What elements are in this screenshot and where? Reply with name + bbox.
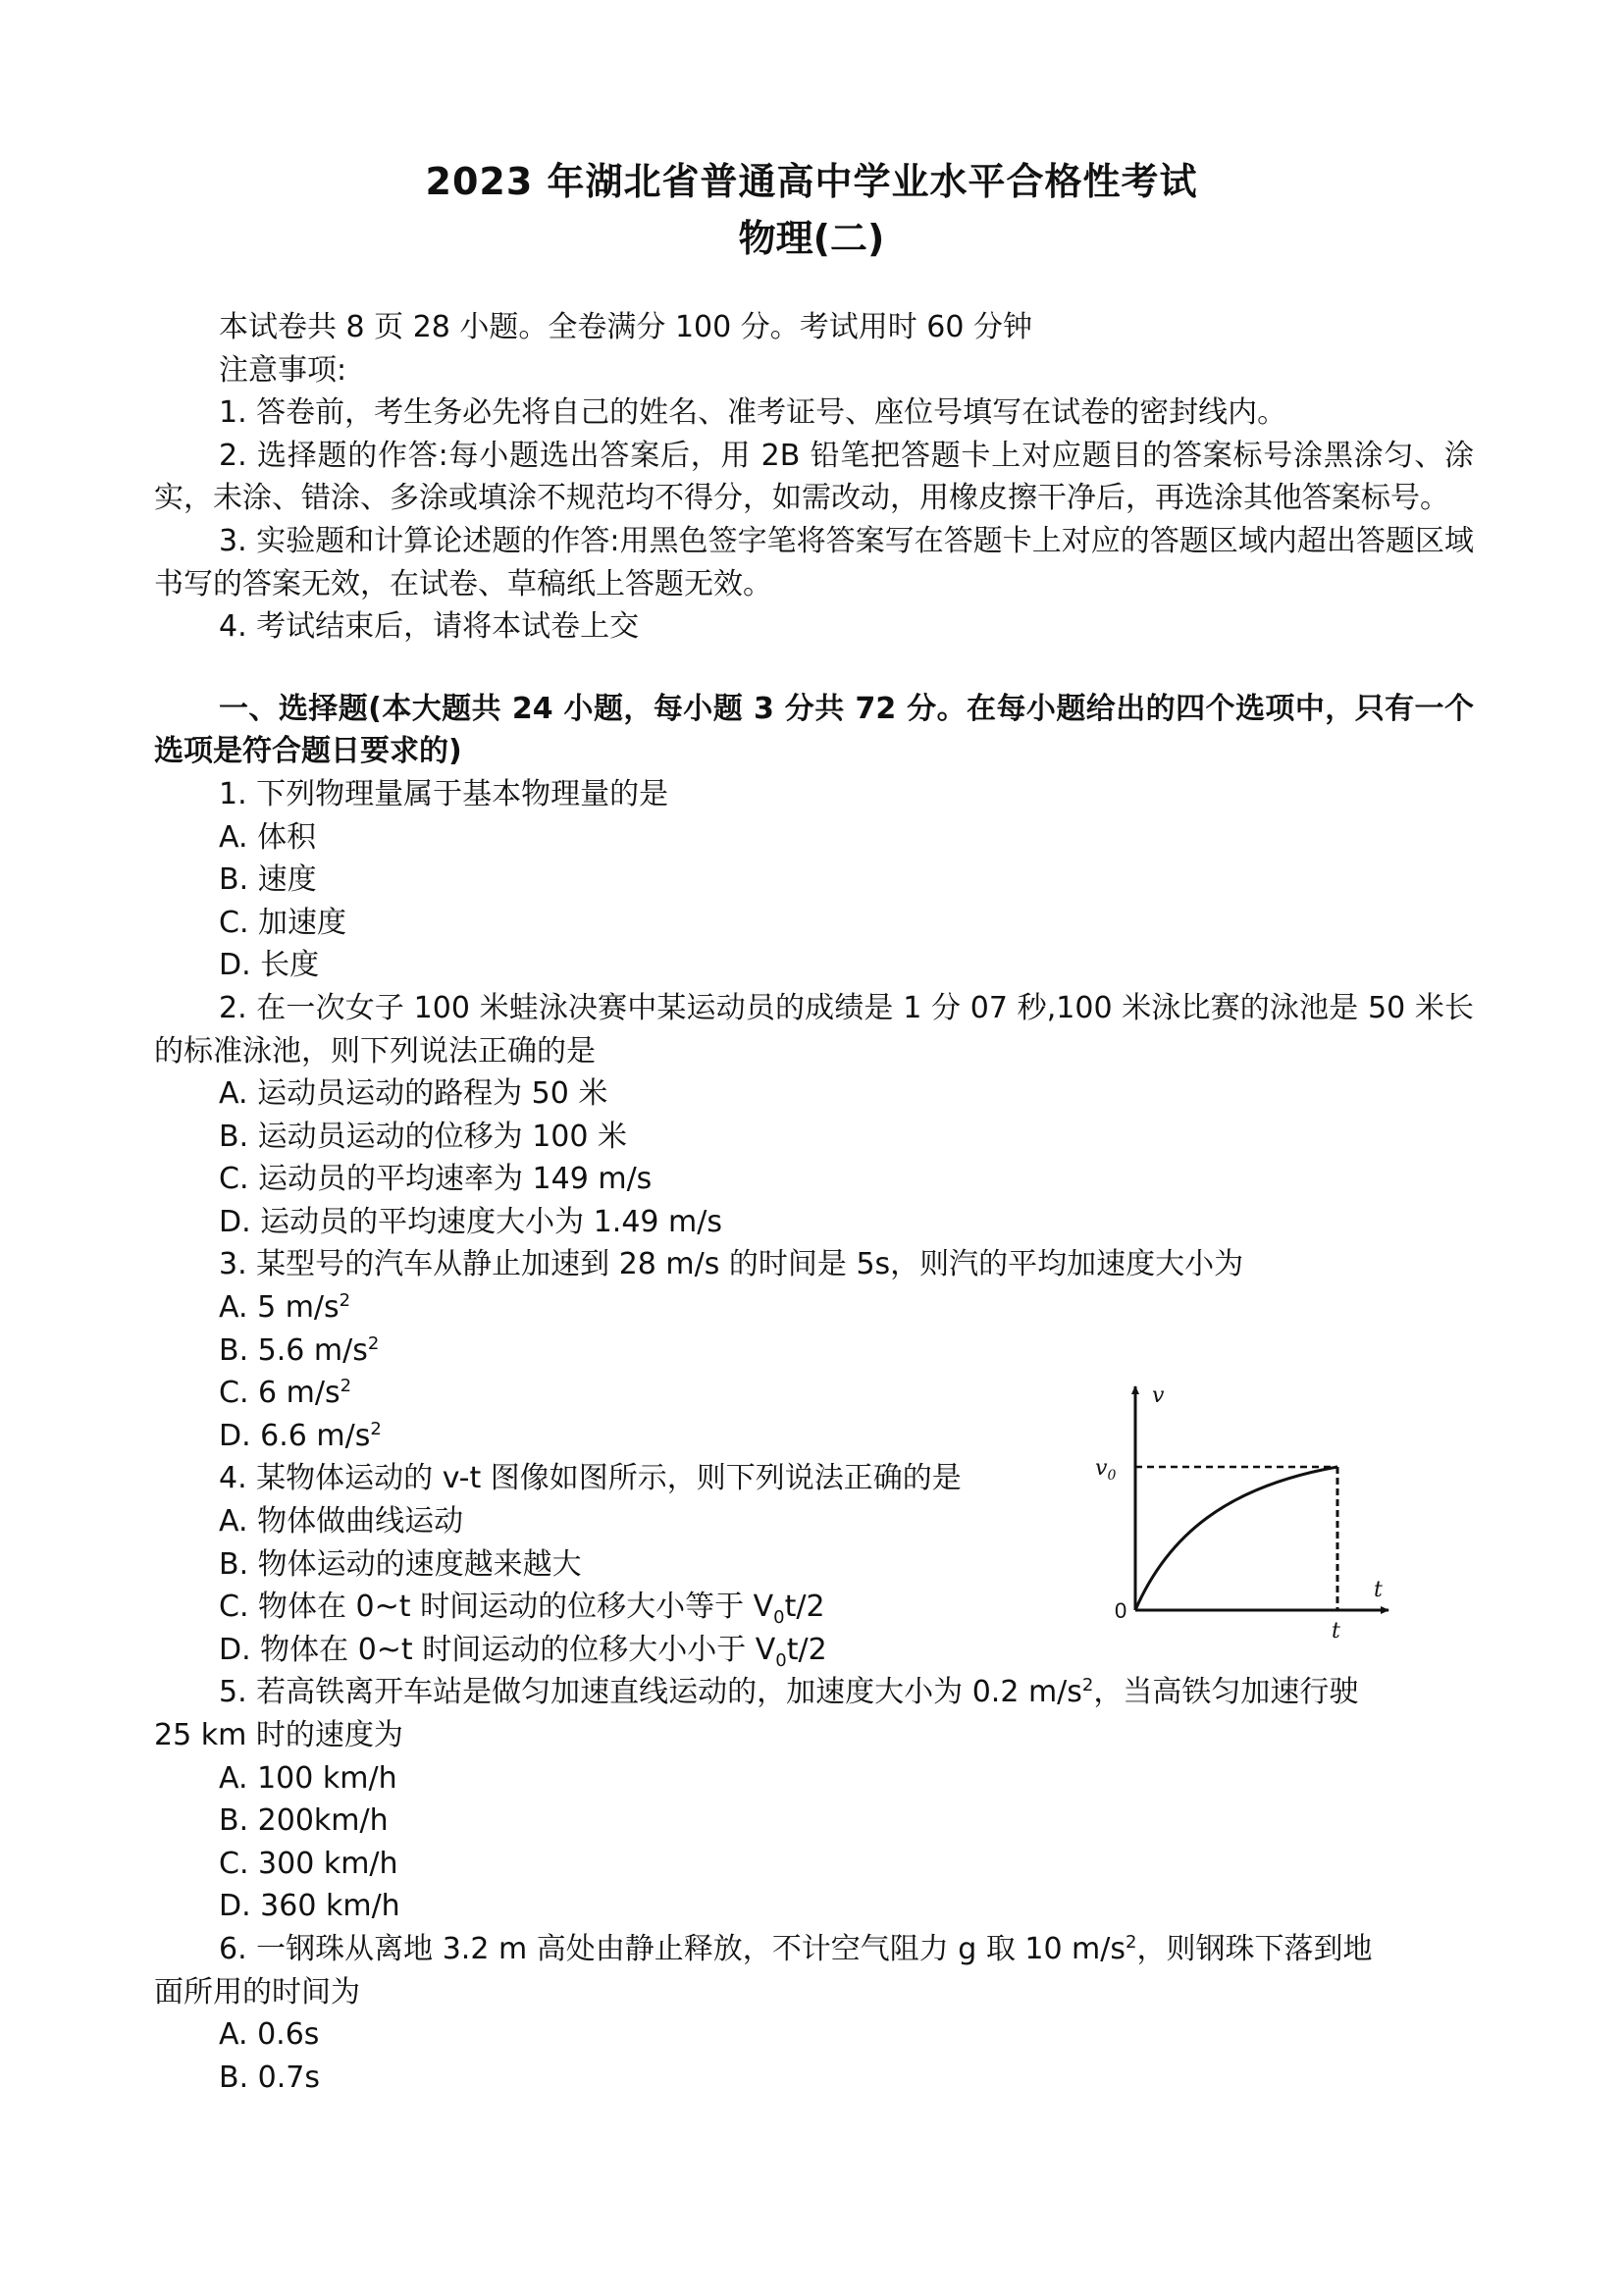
spacer [154, 649, 1474, 688]
superscript: 2 [1126, 1931, 1137, 1953]
note-item: 3. 实验题和计算论述题的作答:用黑色签字笔将答案写在答题卡上对应的答题区域内超出答题区域书写的答案无效，在试卷、草稿纸上答题无效。 [154, 523, 1474, 601]
option-text: A. 5 m/s [219, 1290, 340, 1326]
option-b[interactable]: B. 速度 [219, 862, 317, 898]
option-text: t/2 [786, 1632, 827, 1667]
option-text: C. 6 m/s [219, 1376, 340, 1411]
note-item: 1. 答卷前，考生务必先将自己的姓名、准考证号、座位号填写在试卷的密封线内。 [219, 395, 1287, 431]
option-b[interactable]: B. 200km/h [219, 1803, 389, 1839]
superscript: 2 [339, 1290, 351, 1312]
option-a[interactable]: A. 100 km/h [219, 1760, 397, 1796]
subscript: 0 [773, 1607, 785, 1629]
question-1 [154, 773, 1474, 987]
vt-graph [1089, 1369, 1413, 1653]
option-b[interactable] [154, 1330, 1474, 1373]
question-stem: 3. 某型号的汽车从静止加速到 28 m/s 的时间是 5s，则汽的平均加速度大小为 [219, 1247, 1244, 1282]
option-d[interactable]: D. 长度 [219, 948, 320, 983]
option-text: C. 物体在 0~t 时间运动的位移大小等于 V [219, 1590, 774, 1625]
question-stem [154, 1928, 1474, 1971]
question-2 [154, 987, 1474, 1244]
note-item: 2. 选择题的作答:每小题选出答案后，用 2B 铅笔把答题卡上对应题目的答案标号涂黑涂匀、涂实，未涂、错涂、多涂或填涂不规范均不得分，如需改动，用橡皮擦干净后，再选涂其他答案标号。 [154, 438, 1474, 516]
option-d[interactable]: D. 运动员的平均速度大小为 1.49 m/s [219, 1204, 723, 1239]
subscript: 0 [775, 1649, 787, 1671]
exam-subtitle: 物理(二) [738, 217, 885, 260]
vt-graph-figure [1089, 1369, 1413, 1653]
question-stem: 2. 在一次女子 100 米蛙泳决赛中某运动员的成绩是 1 分 07 秒,100 米泳比赛的泳池是 50 米长的标准泳池，则下列说法正确的是 [154, 990, 1474, 1069]
question-stem-cont: 25 km 时的速度为 [154, 1718, 403, 1752]
x-axis-label: t [1374, 1578, 1383, 1602]
superscript: 2 [367, 1332, 380, 1354]
option-c[interactable]: C. 加速度 [219, 905, 347, 940]
origin-label: 0 [1115, 1598, 1127, 1623]
option-b[interactable]: B. 物体运动的速度越来越大 [219, 1546, 582, 1582]
velocity-curve [1135, 1467, 1337, 1610]
option-text: D. 物体在 0~t 时间运动的位移大小小于 V [219, 1632, 776, 1667]
stem-text: ，当高铁匀加速行驶 [1093, 1675, 1359, 1710]
option-a[interactable] [154, 1286, 1474, 1330]
exam-summary: 本试卷共 8 页 28 小题。全卷满分 100 分。考试用时 60 分钟 [219, 310, 1032, 344]
option-c[interactable]: C. 运动员的平均速率为 149 m/s [219, 1162, 653, 1197]
option-b[interactable]: B. 运动员运动的位移为 100 米 [219, 1119, 627, 1154]
option-text: D. 6.6 m/s [219, 1418, 371, 1453]
exam-title: 2023 年湖北省普通高中学业水平合格性考试 [425, 160, 1198, 203]
question-6 [154, 1928, 1474, 2099]
stem-text: 6. 一钢珠从离地 3.2 m 高处由静止释放，不计空气阻力 g 取 10 m/s [219, 1931, 1126, 1966]
notes-heading: 注意事项: [219, 352, 347, 388]
v0-text: v [1095, 1456, 1108, 1481]
v0-subscript: 0 [1107, 1468, 1117, 1484]
option-a[interactable]: A. 0.6s [219, 2017, 320, 2053]
t-mark-label: t [1332, 1619, 1340, 1644]
option-b[interactable]: B. 0.7s [219, 2060, 320, 2095]
exam-body [154, 306, 1474, 2099]
question-stem [154, 1671, 1474, 1714]
option-a[interactable]: A. 运动员运动的路程为 50 米 [219, 1076, 608, 1112]
question-stem-cont: 面所用的时间为 [154, 1974, 360, 2009]
option-text: t/2 [784, 1590, 825, 1625]
y-axis-label: v [1152, 1383, 1165, 1408]
option-text: B. 5.6 m/s [219, 1332, 368, 1368]
option-d[interactable]: D. 360 km/h [219, 1889, 400, 1924]
option-a[interactable]: A. 物体做曲线运动 [219, 1504, 464, 1539]
section-heading: 一、选择题(本大题共 24 小题，每小题 3 分共 72 分。在每小题给出的四个选项中，只有一个选项是符合题日要求的) [154, 691, 1474, 769]
v0-label [1095, 1456, 1116, 1484]
option-a[interactable]: A. 体积 [219, 819, 317, 855]
question-5 [154, 1671, 1474, 1928]
stem-text: 5. 若高铁离开车站是做匀加速直线运动的，加速度大小为 0.2 m/s [219, 1675, 1082, 1710]
option-c[interactable]: C. 300 km/h [219, 1846, 398, 1881]
superscript: 2 [1081, 1675, 1094, 1696]
superscript: 2 [370, 1418, 382, 1439]
stem-text: ，则钢珠下落到地 [1136, 1931, 1373, 1966]
superscript: 2 [340, 1376, 352, 1397]
note-item: 4. 考试结束后，请将本试卷上交 [219, 609, 640, 645]
question-stem: 1. 下列物理量属于基本物理量的是 [219, 776, 669, 811]
question-stem: 4. 某物体运动的 v-t 图像如图所示，则下列说法正确的是 [219, 1461, 962, 1496]
